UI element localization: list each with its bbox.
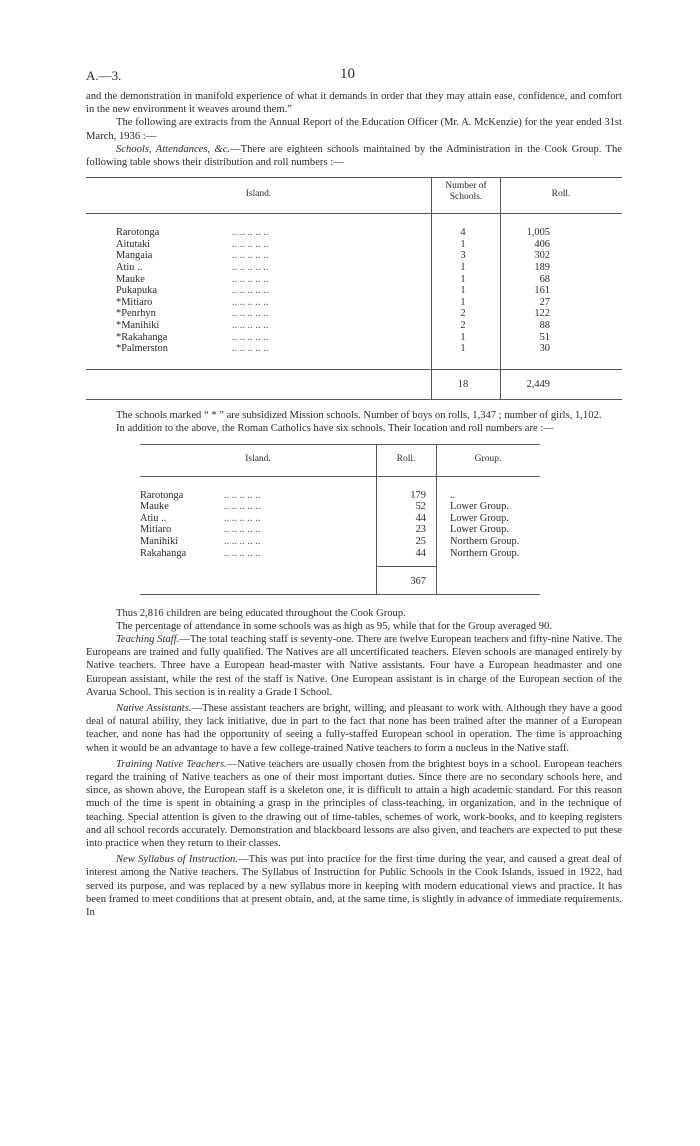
- leader-dots: .. .. .. .. ..: [232, 273, 269, 285]
- section-heading-teaching-staff: Teaching Staff.: [116, 634, 180, 646]
- catholic-schools-table: [86, 444, 622, 604]
- table-rule-total: [376, 566, 436, 567]
- leader-dots: .. .. .. .. ..: [224, 547, 261, 559]
- schools-table-body: [86, 227, 622, 355]
- cell-island: Rarotonga: [116, 227, 160, 239]
- paragraph-total-children: Thus 2,816 children are being educated throughout the Cook Group.: [116, 607, 406, 619]
- cell-group: Lower Group.: [450, 501, 509, 513]
- leader-dots: .. .. .. .. ..: [232, 296, 269, 308]
- page-number: 10: [340, 66, 355, 82]
- cell-schools: 1: [460, 262, 466, 273]
- cell-island: *Penrhyn: [116, 308, 156, 320]
- paragraph-mission-schools: The schools marked “ * ” are subsidized Mission schools. Number of boys on rolls, 1,347 ; number of girls, 1,102.: [116, 410, 602, 422]
- cell-island: Mauke: [140, 501, 169, 513]
- paragraph-teaching-staff-text: —The total teaching staff is seventy-one. There are twelve European teachers and fifty-nine Native. The Europeans are trained and fully qualified. The Natives are all uncertificated teachers. Eleven schools are managed entirely by Native teachers. Three have a European head-master with Native assistants. Four have a European headmaster and one European assistant, while the rest of the staff is Native. One European assistant is in charge of the European section of the Avarua School. This section is in reality a Grade I School.: [86, 634, 622, 698]
- paragraph-new-syllabus: [86, 853, 622, 919]
- table-row: [86, 536, 622, 548]
- catholic-schools-table-body: [86, 490, 622, 560]
- leader-dots: .. .. .. .. ..: [232, 227, 269, 239]
- table-row: [86, 250, 622, 262]
- cell-island: *Mitiaro: [116, 296, 153, 308]
- schools-table: [86, 177, 622, 403]
- leader-dots: .. .. .. .. ..: [232, 319, 269, 331]
- table-row: [86, 274, 622, 286]
- cell-schools: 1: [460, 238, 466, 250]
- cell-roll: 161: [534, 285, 550, 297]
- header-number-of-schools: Number of Schools.: [445, 181, 487, 203]
- cell-schools: 1: [460, 296, 466, 308]
- cell-roll: 44: [415, 547, 426, 559]
- document-reference: A.—3.: [86, 68, 122, 83]
- table-row: [86, 548, 622, 560]
- cell-island: *Palmerston: [116, 343, 168, 355]
- table-row: [86, 490, 622, 502]
- cell-schools: 1: [460, 331, 466, 343]
- cell-island: Aitutaki: [116, 238, 151, 250]
- cell-roll: 27: [539, 296, 550, 308]
- leader-dots: .. .. .. .. ..: [232, 285, 269, 297]
- table-rule-header: [140, 476, 540, 477]
- table-rule-top: [86, 177, 622, 178]
- cell-island: Mauke: [116, 273, 145, 285]
- cell-island: Pukapuka: [116, 285, 157, 297]
- cell-group: ..: [450, 489, 456, 501]
- table-row: [86, 262, 622, 274]
- table-rule-top: [140, 444, 540, 445]
- cell-group: Lower Group.: [450, 524, 509, 536]
- table-row: [86, 524, 622, 536]
- paragraph-native-assistants: [86, 702, 622, 755]
- leader-dots: .. .. .. .. ..: [232, 308, 269, 320]
- cell-roll: 30: [539, 343, 550, 355]
- section-heading-training-native-teachers: Training Native Teachers.: [116, 758, 227, 770]
- table-rule-header: [86, 213, 622, 214]
- table-rule-bottom: [140, 594, 540, 595]
- leader-dots: .. .. .. .. ..: [224, 536, 261, 547]
- leader-dots: .. .. .. .. ..: [232, 250, 269, 262]
- cell-schools: 2: [460, 308, 466, 320]
- table-row: [86, 513, 622, 525]
- cell-roll: 25: [415, 536, 426, 547]
- cell-roll: 122: [534, 308, 550, 320]
- table-row: [86, 343, 622, 355]
- cell-schools: 4: [460, 227, 466, 239]
- cell-group: Lower Group.: [450, 512, 509, 524]
- cell-schools: 1: [460, 285, 466, 297]
- total-roll: 2,449: [526, 379, 550, 391]
- table-row: [86, 320, 622, 332]
- header-island: Island.: [245, 189, 272, 200]
- table-rule-bottom: [86, 399, 622, 400]
- cell-group: Northern Group.: [450, 536, 520, 547]
- paragraph-training-native-teachers: [86, 758, 622, 850]
- leader-dots: .. .. .. .. ..: [232, 262, 269, 273]
- cell-roll: 179: [410, 489, 426, 501]
- cell-island: Rakahanga: [140, 547, 187, 559]
- section-heading-new-syllabus: New Syllabus of Instruction.: [116, 854, 238, 866]
- paragraph-teaching-staff: [86, 633, 622, 699]
- cell-roll: 68: [539, 273, 550, 285]
- cell-island: *Manihiki: [116, 319, 160, 331]
- paragraph-native-assistants-text: —These assistant teachers are bright, willing, and pleasant to work with. Although they have a good deal of natural ability, they lack initiative, due in part to the fact that none has been trained after the manner of a European teacher, and none has had the opportunity of seeing a fully-staffed European school in operation. The time is approaching when it would be an advantage to have a few college-trained Native teachers to form a nucleus in the Native staff.: [86, 703, 622, 754]
- document-page: [86, 68, 622, 919]
- leader-dots: .. .. .. .. ..: [232, 343, 269, 355]
- paragraph-schools: [86, 143, 622, 169]
- cell-island: Manihiki: [140, 536, 179, 547]
- cell-schools: 1: [460, 273, 466, 285]
- cell-roll: 44: [415, 512, 426, 524]
- leader-dots: .. .. .. .. ..: [224, 501, 261, 513]
- leader-dots: .. .. .. .. ..: [224, 524, 261, 536]
- paragraph-schools-text: —There are eighteen schools maintained by the Administration in the Cook Group. The following table shows their distribution and roll numbers :—: [86, 143, 622, 169]
- table-row: [86, 227, 622, 239]
- section-heading-native-assistants: Native Assistants.: [116, 703, 192, 715]
- table-rule-total: [86, 369, 622, 370]
- cell-roll: 302: [534, 250, 550, 262]
- cell-schools: 1: [460, 343, 466, 355]
- cell-island: Atiu ..: [116, 262, 143, 273]
- paragraph-roman-catholic: In addition to the above, the Roman Catholics have six schools. Their location and roll numbers are :—: [116, 423, 554, 435]
- total-roll: 367: [410, 575, 426, 587]
- cell-island: Rarotonga: [140, 489, 184, 501]
- table-row: [86, 308, 622, 320]
- cell-island: *Rakahanga: [116, 331, 168, 343]
- cell-roll: 51: [539, 331, 550, 343]
- table-row: [86, 297, 622, 309]
- cell-roll: 189: [534, 262, 550, 273]
- cell-schools: 3: [460, 250, 466, 262]
- cell-group: Northern Group.: [450, 547, 520, 559]
- cell-island: Mangaia: [116, 250, 153, 262]
- paragraph-report-intro: The following are extracts from the Annual Report of the Education Officer (Mr. A. McKenzie) for the year ended 31st March, 1936 :—: [86, 117, 622, 142]
- cell-roll: 23: [415, 524, 426, 536]
- header-roll: Roll.: [551, 189, 571, 200]
- header-roll: Roll.: [396, 453, 416, 464]
- table-row: [86, 285, 622, 297]
- table-row: [86, 501, 622, 513]
- cell-roll: 406: [534, 238, 550, 250]
- leader-dots: .. .. .. .. ..: [224, 489, 261, 501]
- cell-roll: 52: [415, 501, 426, 513]
- cell-island: Mitiaro: [140, 524, 172, 536]
- cell-roll: 1,005: [526, 227, 550, 239]
- leader-dots: .. .. .. .. ..: [224, 512, 261, 524]
- header-island: Island.: [245, 453, 271, 464]
- leader-dots: .. .. .. .. ..: [232, 238, 269, 250]
- table-row: [86, 239, 622, 251]
- page-header: [86, 68, 622, 90]
- cell-roll: 88: [539, 319, 550, 331]
- total-schools: 18: [457, 379, 469, 391]
- header-group: Group.: [474, 453, 502, 464]
- cell-island: Atiu ..: [140, 512, 167, 524]
- paragraph-attendance: The percentage of attendance in some schools was as high as 95, while that for the Group averaged 90.: [116, 620, 552, 632]
- paragraph-quote-end: and the demonstration in manifold experience of what it demands in order that they may attain ease, confidence, and comfort in the new environment it weaves around them.”: [86, 91, 622, 116]
- section-heading-schools: Schools, Attendances, &c.: [116, 143, 231, 155]
- table-row: [86, 332, 622, 344]
- cell-schools: 2: [460, 319, 466, 331]
- leader-dots: .. .. .. .. ..: [232, 331, 269, 343]
- paragraph-new-syllabus-text: —This was put into practice for the first time during the year, and caused a great deal of interest among the Native teachers. The Syllabus of Instruction for Public Schools in the Cook Islands, issued in 1922, had served its purpose, and was replaced by a new syllabus more in keeping with modern educational views and practice. It has been framed to meet conditions that at present obtain, and, at the same time, is slightly in advance of immediate requirements. In: [86, 854, 623, 919]
- paragraph-training-native-teachers-text: —Native teachers are usually chosen from the brightest boys in a school. European teachers regard the training of Native teachers as one of their most important duties. Since there are no secondary schools here, and since, as shown above, the European staff is a skeleton one, it is difficult to attain a high academic standard. For this reason much of the time is spent in obtaining a grasp in the principles of class-teaching, in organization, and in the technique of teaching. Special attention is given to the drawing out of time-tables, schemes of work, work-books, and to keeping registers and all school records accurately. Demonstration and blackboard lessons are also given, and teachers are expected to put these into practice when they return to their classes.: [86, 758, 622, 850]
